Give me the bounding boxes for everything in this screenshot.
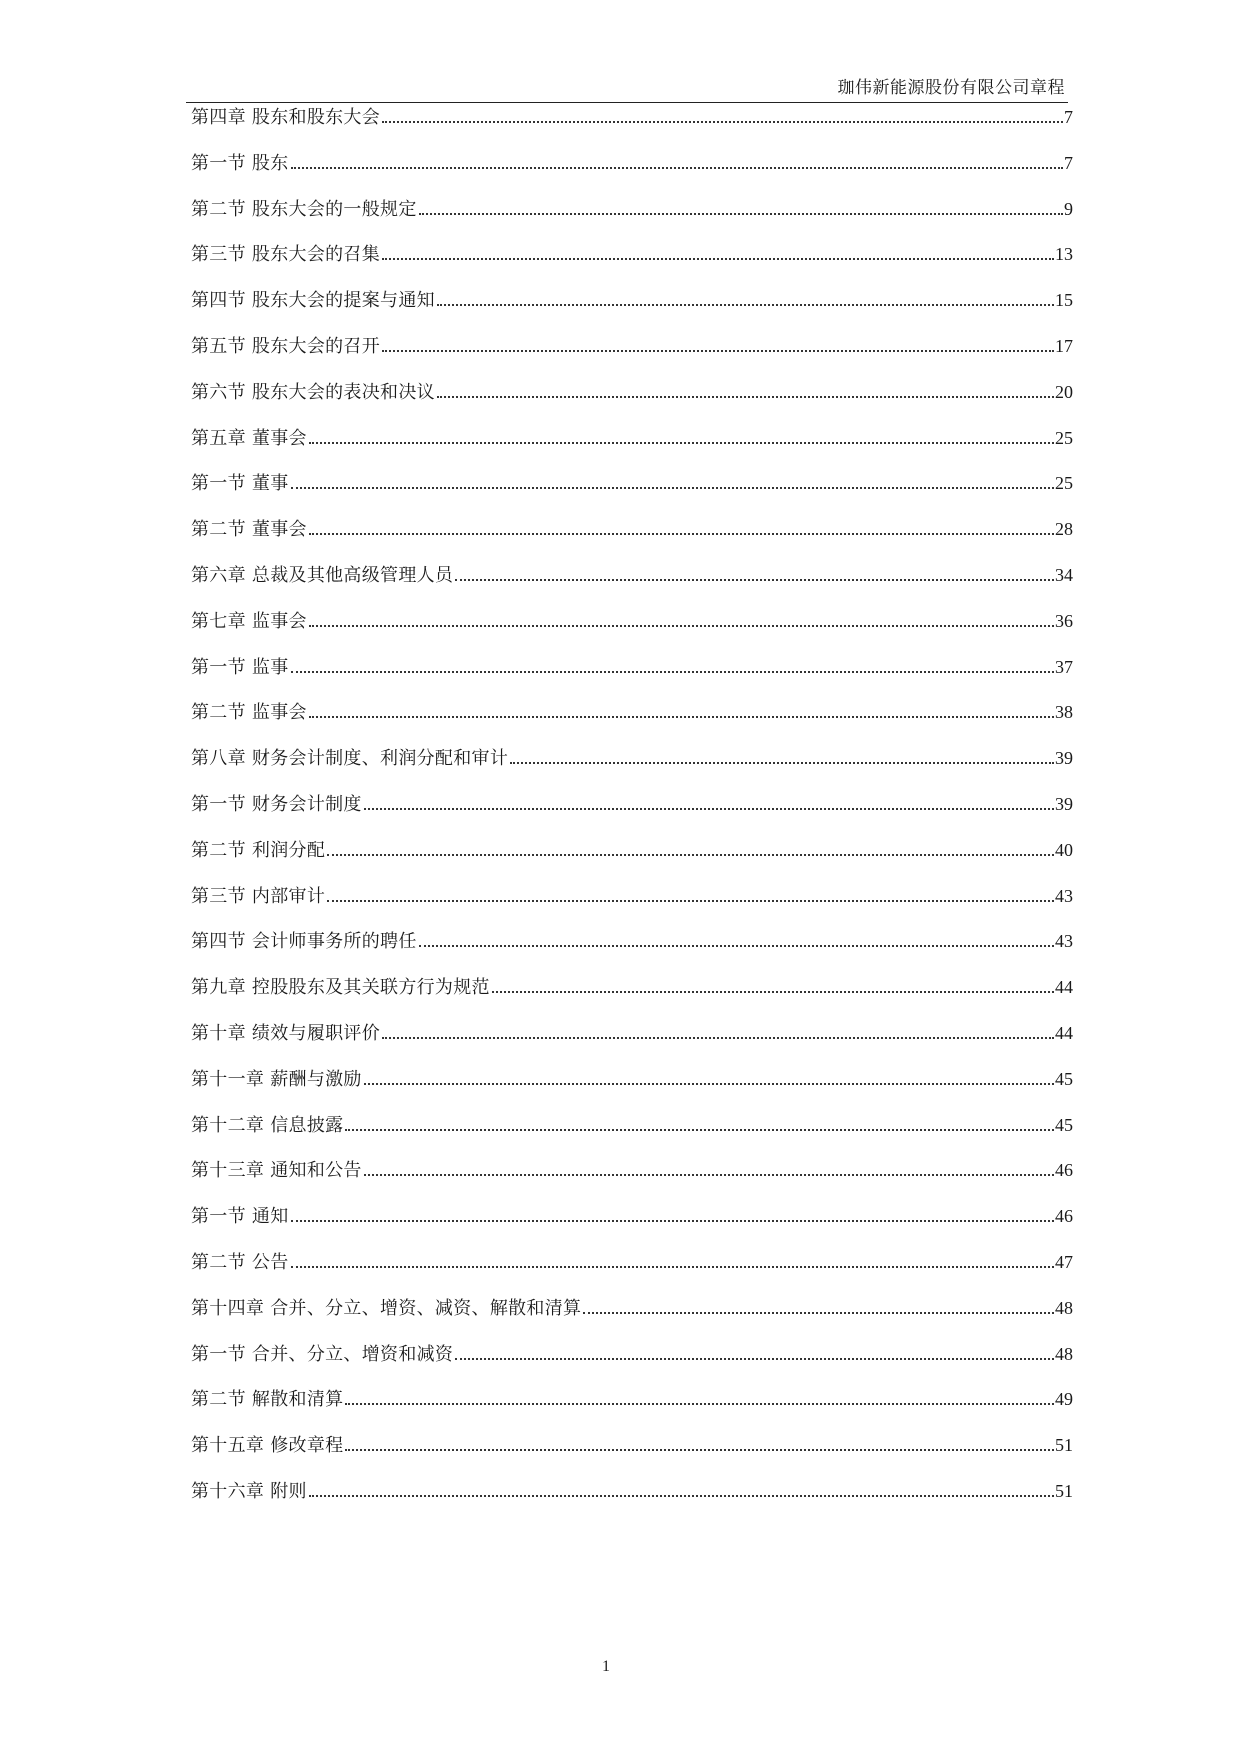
toc-entry[interactable] xyxy=(191,562,1073,608)
toc-dot-leader xyxy=(291,670,1054,673)
toc-entry-label: 第一节 财务会计制度 xyxy=(191,793,362,815)
toc-entry[interactable] xyxy=(191,425,1073,471)
toc-dot-leader xyxy=(437,395,1054,398)
toc-entry-page: 36 xyxy=(1055,610,1073,631)
toc-entry[interactable] xyxy=(191,241,1073,287)
page-header xyxy=(186,72,1068,103)
toc-entry[interactable] xyxy=(191,883,1073,929)
table-of-contents xyxy=(191,104,1073,1524)
toc-entry-page: 37 xyxy=(1055,656,1073,677)
toc-entry-page: 9 xyxy=(1064,198,1073,219)
toc-entry-page: 25 xyxy=(1055,427,1073,448)
toc-entry-label: 第六节 股东大会的表决和决议 xyxy=(191,381,435,403)
toc-dot-leader xyxy=(419,944,1054,947)
toc-entry-page: 7 xyxy=(1064,107,1073,127)
toc-entry[interactable] xyxy=(191,1341,1073,1387)
toc-dot-leader xyxy=(327,853,1054,856)
toc-entry[interactable] xyxy=(191,1249,1073,1295)
toc-entry-label: 第十章 绩效与履职评价 xyxy=(191,1022,381,1044)
toc-entry-page: 46 xyxy=(1055,1160,1073,1181)
toc-entry-page: 28 xyxy=(1055,519,1073,540)
toc-entry-label: 第九章 控股股东及其关联方行为规范 xyxy=(191,977,490,999)
toc-dot-leader xyxy=(510,761,1054,764)
toc-dot-leader xyxy=(291,166,1063,169)
toc-entry-page: 43 xyxy=(1055,931,1073,952)
toc-entry-label: 第五节 股东大会的召开 xyxy=(191,335,381,357)
toc-entry-page: 46 xyxy=(1055,1206,1073,1227)
toc-dot-leader xyxy=(419,212,1063,215)
toc-dot-leader xyxy=(492,990,1054,993)
toc-entry-label: 第一节 董事 xyxy=(191,473,289,495)
toc-dot-leader xyxy=(291,1219,1054,1222)
toc-entry[interactable] xyxy=(191,837,1073,883)
toc-dot-leader xyxy=(583,1311,1054,1314)
toc-entry-page: 43 xyxy=(1055,885,1073,906)
toc-entry-label: 第二节 监事会 xyxy=(191,702,307,724)
toc-dot-leader xyxy=(364,1173,1054,1176)
toc-dot-leader xyxy=(437,303,1054,306)
toc-dot-leader xyxy=(364,807,1054,810)
toc-entry[interactable] xyxy=(191,1295,1073,1341)
toc-entry[interactable] xyxy=(191,745,1073,791)
toc-dot-leader xyxy=(382,349,1054,352)
toc-dot-leader xyxy=(382,257,1054,260)
toc-entry[interactable] xyxy=(191,791,1073,837)
toc-entry-label: 第二节 利润分配 xyxy=(191,839,326,861)
toc-entry[interactable] xyxy=(191,1432,1073,1478)
toc-entry-label: 第十一章 薪酬与激励 xyxy=(191,1068,362,1090)
toc-entry[interactable] xyxy=(191,287,1073,333)
toc-entry[interactable] xyxy=(191,333,1073,379)
toc-entry-page: 39 xyxy=(1055,748,1073,769)
toc-dot-leader xyxy=(309,441,1054,444)
toc-entry-page: 20 xyxy=(1055,381,1073,402)
toc-entry-label: 第三节 股东大会的召集 xyxy=(191,244,381,266)
toc-dot-leader xyxy=(309,624,1054,627)
toc-dot-leader xyxy=(309,532,1054,535)
toc-entry[interactable] xyxy=(191,1478,1073,1524)
toc-dot-leader xyxy=(345,1448,1054,1451)
toc-entry-page: 40 xyxy=(1055,839,1073,860)
toc-entry-label: 第八章 财务会计制度、利润分配和审计 xyxy=(191,748,509,770)
toc-entry-label: 第四章 股东和股东大会 xyxy=(191,107,381,128)
toc-entry-label: 第二节 董事会 xyxy=(191,519,307,541)
toc-entry-page: 17 xyxy=(1055,335,1073,356)
toc-entry-label: 第一节 通知 xyxy=(191,1206,289,1228)
toc-entry-label: 第四节 股东大会的提案与通知 xyxy=(191,290,435,312)
toc-entry-label: 第十二章 信息披露 xyxy=(191,1114,344,1136)
toc-dot-leader xyxy=(455,1357,1054,1360)
toc-entry[interactable] xyxy=(191,379,1073,425)
toc-entry-page: 34 xyxy=(1055,564,1073,585)
toc-dot-leader xyxy=(309,715,1054,718)
page-number: 1 xyxy=(602,1658,610,1675)
toc-entry-page: 44 xyxy=(1055,1022,1073,1043)
toc-entry-label: 第一节 监事 xyxy=(191,656,289,678)
toc-entry[interactable] xyxy=(191,150,1073,196)
toc-entry[interactable] xyxy=(191,1386,1073,1432)
toc-dot-leader xyxy=(455,578,1054,581)
toc-entry-label: 第十六章 附则 xyxy=(191,1480,307,1502)
toc-entry[interactable] xyxy=(191,654,1073,700)
toc-entry-label: 第四节 会计师事务所的聘任 xyxy=(191,931,417,953)
toc-dot-leader xyxy=(291,1265,1054,1268)
toc-entry-page: 48 xyxy=(1055,1297,1073,1318)
toc-entry-label: 第十四章 合并、分立、增资、减资、解散和清算 xyxy=(191,1297,582,1319)
toc-entry-label: 第五章 董事会 xyxy=(191,427,307,449)
toc-entry-page: 13 xyxy=(1055,244,1073,265)
toc-entry-label: 第十五章 修改章程 xyxy=(191,1435,344,1457)
toc-entry-label: 第三节 内部审计 xyxy=(191,885,326,907)
toc-entry-page: 45 xyxy=(1055,1068,1073,1089)
toc-entry-page: 51 xyxy=(1055,1480,1073,1501)
toc-entry-label: 第六章 总裁及其他高级管理人员 xyxy=(191,564,454,586)
toc-entry-label: 第二节 公告 xyxy=(191,1251,289,1273)
toc-entry[interactable] xyxy=(191,1112,1073,1158)
toc-entry-page: 45 xyxy=(1055,1114,1073,1135)
toc-entry-label: 第十三章 通知和公告 xyxy=(191,1160,362,1182)
toc-dot-leader xyxy=(327,899,1054,902)
toc-dot-leader xyxy=(364,1082,1054,1085)
document-title: 珈伟新能源股份有限公司章程 xyxy=(837,78,1065,98)
toc-entry-page: 38 xyxy=(1055,702,1073,723)
toc-entry[interactable] xyxy=(191,470,1073,516)
toc-entry-page: 47 xyxy=(1055,1251,1073,1272)
toc-entry-page: 48 xyxy=(1055,1343,1073,1364)
toc-dot-leader xyxy=(382,120,1063,123)
toc-entry-page: 49 xyxy=(1055,1389,1073,1410)
toc-entry-page: 39 xyxy=(1055,793,1073,814)
toc-entry-label: 第一节 合并、分立、增资和减资 xyxy=(191,1343,454,1365)
toc-entry-label: 第一节 股东 xyxy=(191,152,289,174)
toc-entry-page: 7 xyxy=(1064,152,1073,173)
toc-entry[interactable] xyxy=(191,1157,1073,1203)
toc-entry[interactable] xyxy=(191,1020,1073,1066)
toc-dot-leader xyxy=(382,1036,1054,1039)
toc-dot-leader xyxy=(291,486,1054,489)
toc-entry[interactable] xyxy=(191,928,1073,974)
toc-entry-label: 第七章 监事会 xyxy=(191,610,307,632)
toc-entry-label: 第二节 解散和清算 xyxy=(191,1389,344,1411)
toc-entry-page: 51 xyxy=(1055,1435,1073,1456)
toc-entry-page: 44 xyxy=(1055,977,1073,998)
toc-entry[interactable] xyxy=(191,104,1073,150)
toc-entry[interactable] xyxy=(191,608,1073,654)
toc-entry[interactable] xyxy=(191,1203,1073,1249)
toc-dot-leader xyxy=(309,1494,1054,1497)
toc-dot-leader xyxy=(345,1402,1054,1405)
toc-entry-page: 15 xyxy=(1055,290,1073,311)
toc-entry[interactable] xyxy=(191,516,1073,562)
toc-entry-label: 第二节 股东大会的一般规定 xyxy=(191,198,417,220)
toc-entry[interactable] xyxy=(191,699,1073,745)
toc-entry[interactable] xyxy=(191,1066,1073,1112)
toc-entry-page: 25 xyxy=(1055,473,1073,494)
toc-entry[interactable] xyxy=(191,974,1073,1020)
toc-entry[interactable] xyxy=(191,196,1073,242)
toc-dot-leader xyxy=(345,1128,1054,1131)
